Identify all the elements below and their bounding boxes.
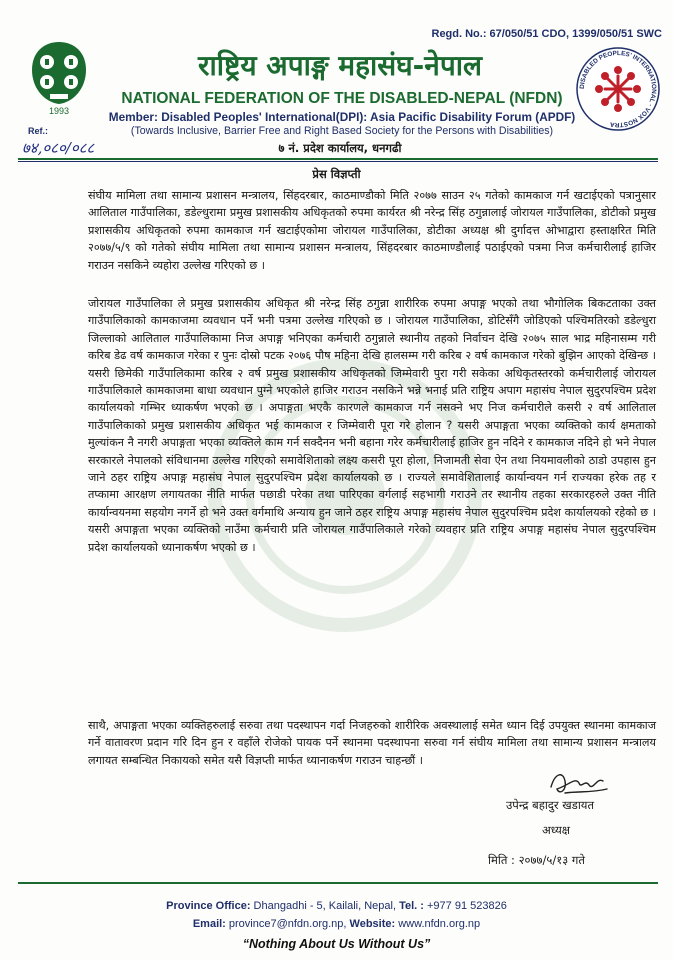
footer-address-line <box>0 900 673 912</box>
body-paragraph-3: साथै, अपाङ्गता भएका व्यक्तिहरुलाई सरुवा तथा पदस्थापन गर्दा निजहरुको शारीरिक अवस्थालाई समेत ध्यान दिई उपयुक्त स्थानमा कामकाज गर्ने वातावरण प्रदान गरि दिन हुन र वहाँले रोजेको पायक पर्ने स्थानमा पदस्थापना सरुवा गर्न संघीय मामिला तथा सामान्य प्रशासन मन्त्रालय लगायत सम्बन्धित निकायको समेत यसै विज्ञप्ती मार्फत ध्यानाकर्षण गराउन चाहन्छौं । <box>88 719 656 767</box>
body-paragraph-2: जोरायल गाउँपालिका ले प्रमुख प्रशासकीय अधिकृत श्री नरेन्द्र सिंह ठगुन्ना शारीरिक रुपमा अपाङ्ग भएको तथा भौगोलिक बिकटताका उक्त गाउँपालिकाको कामकाजमा व्यवधान पर्ने भनी पत्रमा उल्लेख गरिएको छ । जोरायल गाउँपालिका, डोटिसँगै जोडिएको पश्चिमतिरको डडेल्धुरा जिल्लाको आलिताल गाउँपालिकामा निज अपाङ्ग भनिएका कर्मचारी ठगुन्नाले स्थानीय तहको निर्वाचन देखि २०७५ साल भाद्र महिनासम्म गरी करिब डेढ वर्ष कामकाज गरेका र पुनः दोस्रो पटक २०७६ पौष महिना देखि हालसम्म गरी करिब २ वर्ष कामकाज गरेको बुझिन आएको देखिन्छ । यसरी छिमेकी गाउँपालिकामा करिब २ वर्ष प्रमुख प्रशासकीय अधिकृतको जिम्मेवारी पुरा गरी सकेका अधिकृतस्तरको कर्मचारीलाई जोरायल गाउँपालिकाले कामकाजमा बाधा व्यवधान पुग्ने भएकोले हाजिर गराउन नसकिने भन्ने भनाई प्रति राष्ट्रिय अपाग महासंघ नेपाल सुदुरपश्चिम प्रदेश कार्यालयको गम्भिर ध्याकर्षण भएको छ । अपाङ्गता भएकै कारणले कामकाज गर्न नसक्ने भए निज कर्मचारीले कसरी २ वर्ष आलिताल गाउँपालिकाको प्रमुख प्रशासकीय अधिकृत भई कामकाज र जिम्मेवारी पूरा गरे होलान ? यसरी अपाङ्गता भएका व्यक्तिको कार्य क्षमताको मुल्यांकन नै नगरी अपाङ्गता भएका व्यक्तिले काम गर्न सक्दैनन भनी बहाना गरेर कर्मचारीलाई हाजिर हुन नदिने र कामकाज नदिने हो भने नेपाल सरकारले नेपालको संविधानमा उल्लेख गरिएको समावेशिताको लक्ष्य कसरी पूरा होला, निजामती सेवा ऐन तथा नियमावलीको ठाडो उपहास हुन जाने ठहर राष्ट्रिय अपाङ्ग महासंघ नेपाल सुदुरपश्चिम प्रदेश कार्यालयको छ । राज्यले समावेशिताला‍ई कार्यान्वयन गर्न राज्यका हरेक तह र तप्कामा आरक्षण लगायतका नीति मार्फत पछाडी परेका तथा पारिएका वर्गलाई सहभागी गराउने तर स्थानीय तहका सरकारहरुले उक्त नीति कार्यान्वयनमा सहयोग नगर्ने हो भने उक्त वर्गमाथि अन्याय हुन जाने ठहर राष्ट्रिय अपाङ्ग महासंघ नेपाल सुदुरपश्चिम प्रदेश कार्यालयको रहेको छ । यसरी अपाङ्गता भएका व्यक्तिको नाउँमा कर्मचारी प्रति जोरायल गाउँपालिकाले गरेको व्यवहार प्रति राष्ट्रिय अपाङ्ग महासंघ नेपाल सुदुरपश्चिम प्रदेश कार्यालयको ध्यानाकर्षण भएको छ । <box>88 297 656 554</box>
press-release-heading: प्रेस विज्ञप्ती <box>312 167 361 181</box>
nfdn-logo <box>30 40 88 106</box>
issue-date: मिति : २०७७/५/१३ गते <box>488 853 585 867</box>
org-tagline: (Towards Inclusive, Barrier Free and Right Based Society for the Persons with Disabilities) <box>130 125 554 137</box>
province-office-line: ७ नं. प्रदेश कार्यालय, धनगढी <box>278 141 402 155</box>
header-divider-thin <box>18 161 658 162</box>
ref-label: Ref.: <box>28 126 48 136</box>
dpi-logo-text: DISABLED PEOPLES' INTERNATIONAL · VOX NOSTRA <box>578 49 658 129</box>
membership-line: Member: Disabled Peoples' International(DPI): Asia Pacific Disability Forum (APDF) <box>108 110 576 124</box>
header-divider <box>18 158 658 160</box>
tel-number: +977 91 523826 <box>423 900 507 912</box>
signature-mark <box>545 767 615 799</box>
org-title-english: NATIONAL FEDERATION OF THE DISABLED-NEPAL (NFDN) <box>121 90 563 107</box>
org-title-nepali: राष्ट्रिय अपाङ्ग महासंघ-नेपाल <box>198 49 482 82</box>
website-link[interactable]: www.nfdn.org.np <box>395 918 481 930</box>
footer-slogan: “Nothing About Us Without Us” <box>242 937 431 951</box>
office-label: Province Office: <box>166 900 251 912</box>
tel-label: Tel. : <box>399 900 424 912</box>
registration-number: Regd. No.: 67/050/51 CDO, 1399/050/51 SWC <box>431 28 662 40</box>
website-label: Website: <box>349 918 396 930</box>
footer-divider <box>18 882 658 884</box>
signatory-name: उपेन्द्र बहादुर खडायत <box>506 798 595 812</box>
footer-contact-line <box>0 918 673 930</box>
body-paragraph-1: संघीय मामिला तथा सामान्य प्रशासन मन्त्रालय, सिंहदरबार, काठमाण्डौको मिति २०७७ साउन २५ गतेको कामकाज गर्न खटाईएको पत्रानुसार आलिताल गाउँपालिका, डडेल्धुरामा प्रमुख प्रशासकीय अधिकृतको रुपमा कार्यरत श्री नरेन्द्र सिंह ठगुन्नालाई जोरायल गाउँपालिका, डोटीको प्रमुख प्रशासकीय अधिकृतको रुपमा कामकाज गर्न खटाईएकोमा जोरायल गाउँपालिका, डोटीका अध्यक्ष श्री दुर्गादत्त ओभाद्वारा हस्ताक्षरित मिति २०७७/५/९ को गतेको संघीय मामिला तथा सामान्य प्रशासन मन्त्रालय, सिंहदरबार काठमाण्डौलाई पठाईएको पत्रमा निज कर्मचारीलाई हाजिर गराउन नसकिने व्यहोरा उल्लेख गरिएको छ । <box>88 189 656 272</box>
founding-year: 1993 <box>48 106 70 116</box>
office-address: Dhangadhi - 5, Kailali, Nepal, <box>250 900 400 912</box>
email-label: Email: <box>192 918 226 930</box>
email-address[interactable]: province7@nfdn.org.np, <box>225 918 350 930</box>
ref-number-handwritten: ७४,०८०/०८८ <box>22 139 95 157</box>
dpi-logo <box>575 46 661 132</box>
signatory-role: अध्यक्ष <box>542 823 571 837</box>
